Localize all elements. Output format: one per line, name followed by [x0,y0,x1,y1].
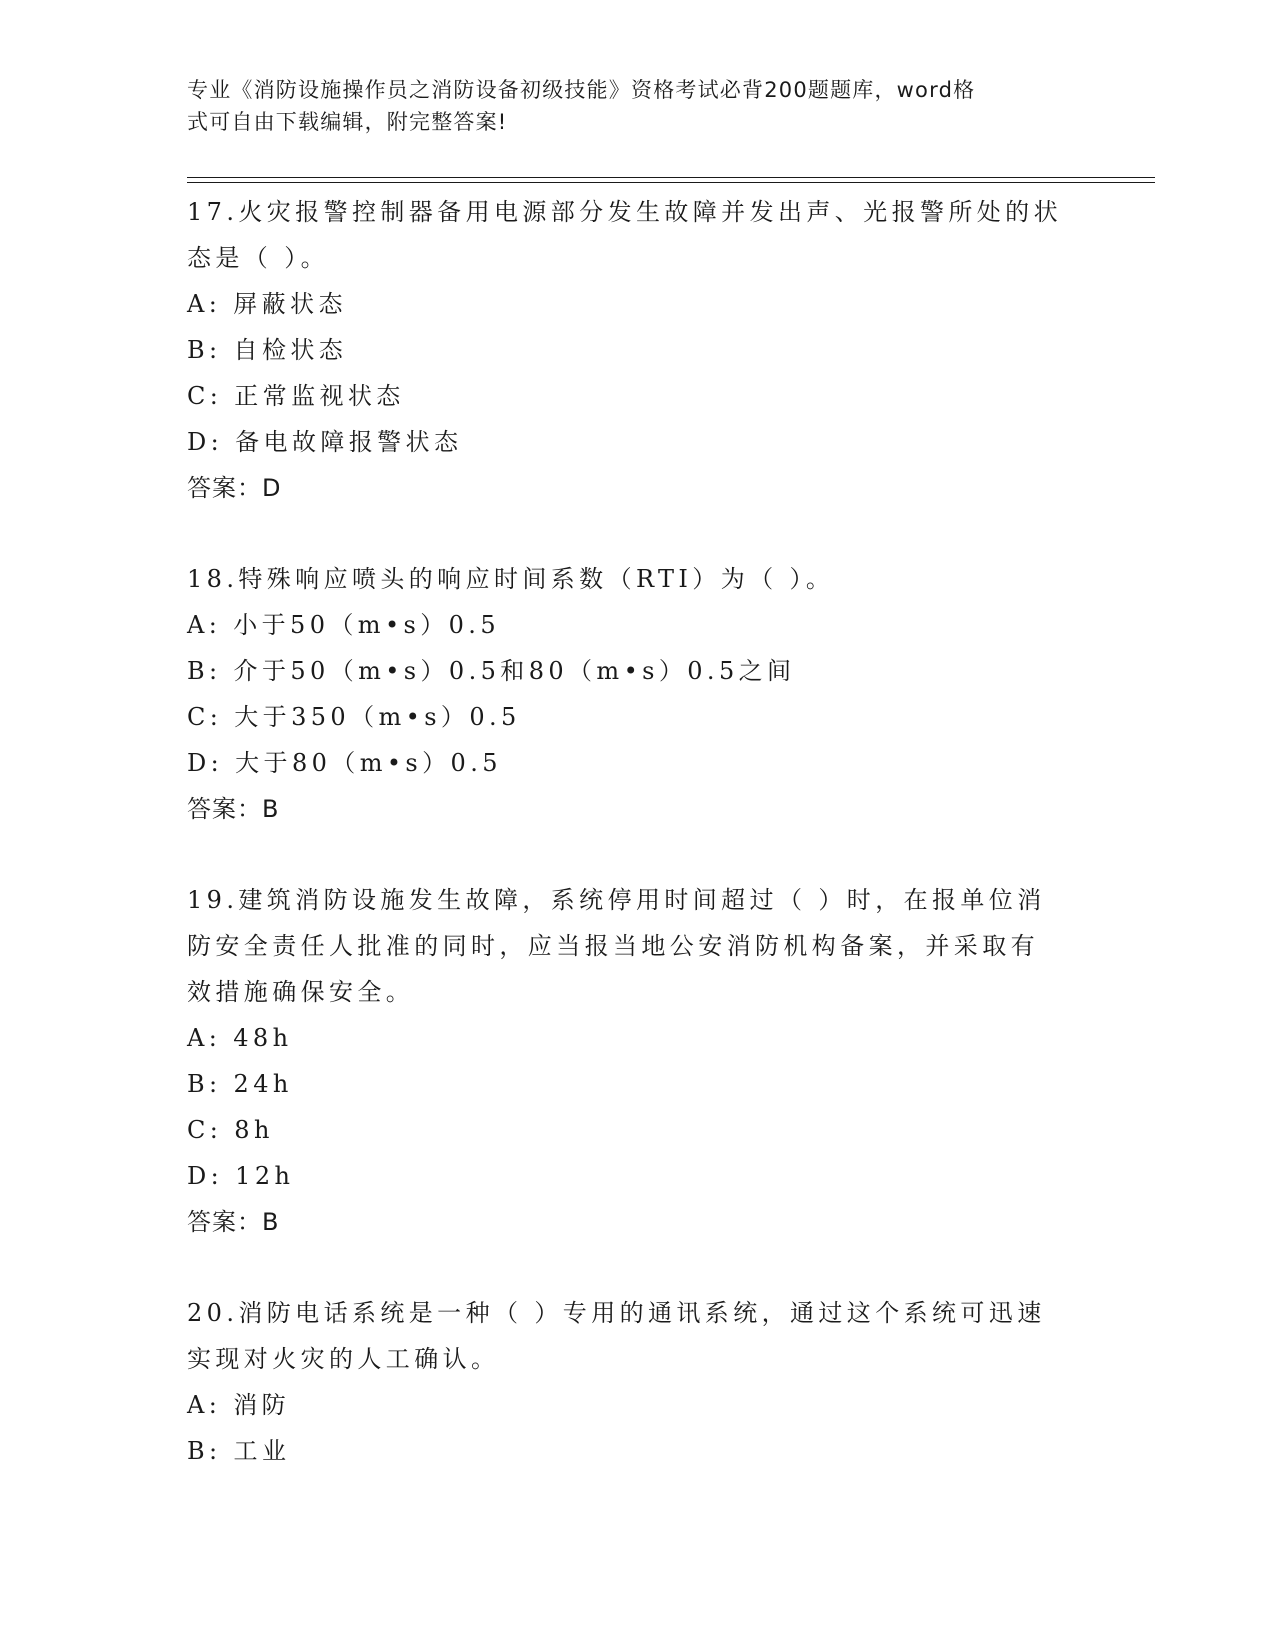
header-line-2: 式可自由下载编辑，附完整答案! [187,110,508,134]
question-19 [187,877,1087,1245]
question-text: 19.建筑消防设施发生故障，系统停用时间超过（ ）时，在报单位消 [187,886,1046,914]
option-d: D: 大于80（m•s）0.5 [187,749,502,777]
question-20 [187,1290,1087,1474]
option-d: D: 备电故障报警状态 [187,428,463,456]
question-text: 18.特殊响应喷头的响应时间系数（RTI）为（ ）。 [187,565,835,593]
option-b: B: 24h [187,1070,293,1098]
answer-label: 答案：B [187,1208,280,1236]
question-text: 防安全责任人批准的同时，应当报当地公安消防机构备案，并采取有 [187,932,1039,960]
option-c: C: 大于350（m•s）0.5 [187,703,521,731]
option-a: A: 屏蔽状态 [187,290,347,318]
option-d: D: 12h [187,1162,295,1190]
option-b: B: 工业 [187,1437,291,1465]
option-c: C: 正常监视状态 [187,382,405,410]
option-b: B: 自检状态 [187,336,348,364]
question-text: 17.火灾报警控制器备用电源部分发生故障并发出声、光报警所处的状 [187,198,1062,226]
header-line-1: 专业《消防设施操作员之消防设备初级技能》资格考试必背200题题库，word格 [187,78,976,102]
option-a: A: 48h [187,1024,293,1052]
question-text: 态是（ ）。 [187,244,330,272]
answer-label: 答案：B [187,795,280,823]
question-text: 效措施确保安全。 [187,978,415,1006]
question-text: 实现对火灾的人工确认。 [187,1345,500,1373]
question-17 [187,189,1087,511]
option-a: A: 小于50（m•s）0.5 [187,611,500,639]
answer-label: 答案：D [187,474,282,502]
option-c: C: 8h [187,1116,274,1144]
header-divider-bottom [187,182,1155,183]
question-text: 20.消防电话系统是一种（ ）专用的通讯系统，通过这个系统可迅速 [187,1299,1046,1327]
document-header [187,74,1067,138]
option-a: A: 消防 [187,1391,291,1419]
question-list [187,189,1087,1474]
option-b: B: 介于50（m•s）0.5和80（m•s）0.5之间 [187,657,796,685]
header-divider-top [187,177,1155,178]
question-18 [187,556,1087,832]
